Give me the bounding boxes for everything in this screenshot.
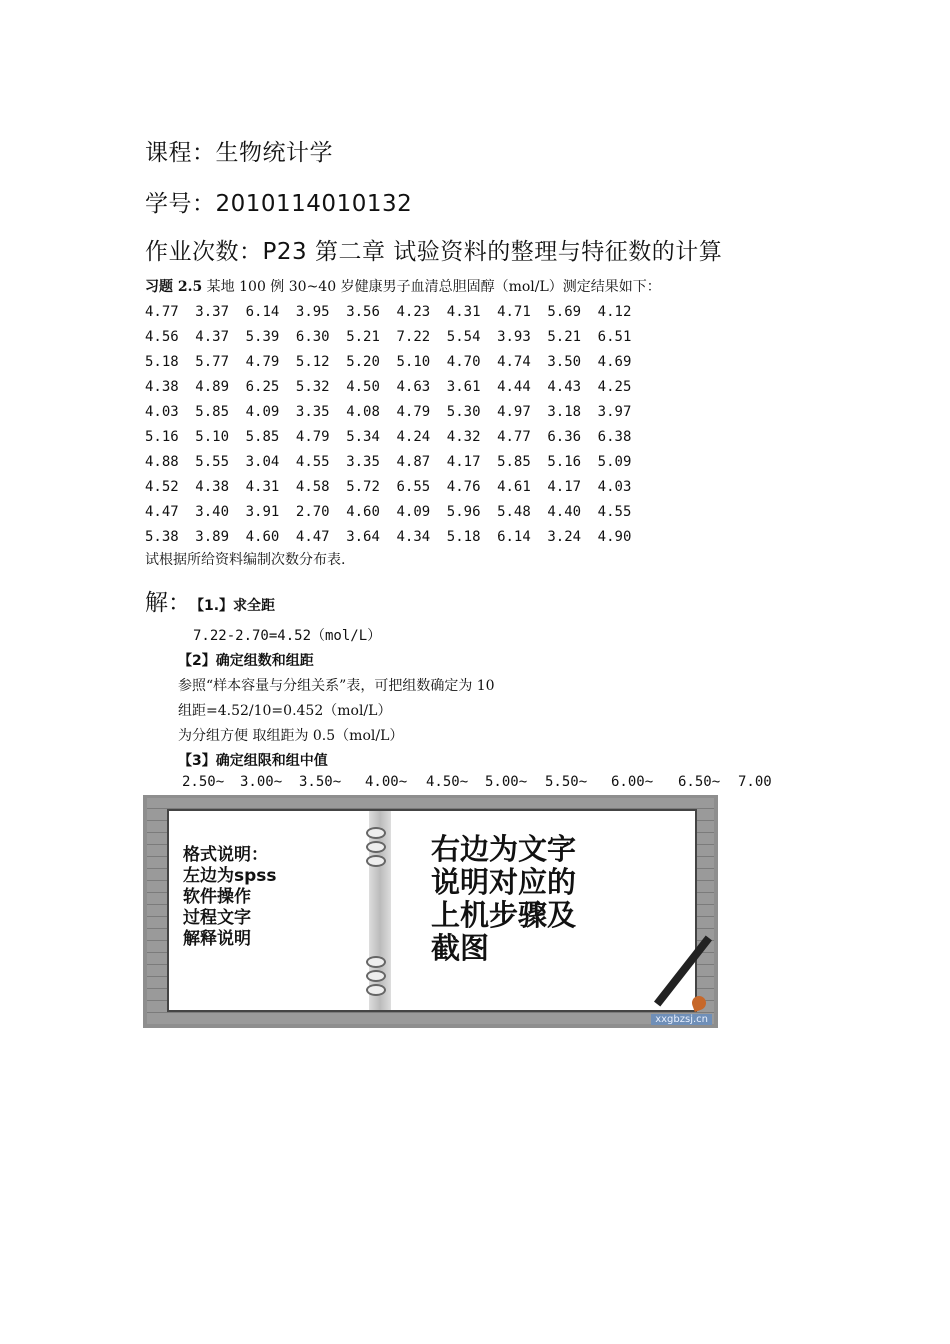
- data-cell: 4.12: [597, 304, 632, 320]
- data-row: [145, 525, 648, 550]
- data-cell: 5.20: [346, 354, 380, 370]
- data-cell: 4.89: [195, 379, 230, 395]
- data-cell: 5.72: [346, 479, 380, 495]
- data-cell: 6.14: [245, 304, 280, 320]
- notebook-paper: [167, 809, 697, 1012]
- data-cell: 4.23: [396, 304, 431, 320]
- data-cell: 4.09: [245, 404, 280, 420]
- data-cell: 3.97: [597, 404, 632, 420]
- data-cell: 4.34: [396, 529, 431, 545]
- data-cell: 4.31: [446, 304, 481, 320]
- data-cell: 4.52: [145, 479, 179, 495]
- data-cell: 5.16: [145, 429, 179, 445]
- data-cell: 6.25: [245, 379, 280, 395]
- data-cell: 5.77: [195, 354, 230, 370]
- assignment-heading: 作业次数：P23 第二章 试验资料的整理与特征数的计算: [145, 239, 723, 265]
- data-cell: 4.03: [145, 404, 179, 420]
- ring-icon: [366, 984, 386, 996]
- instruction-figure: [143, 795, 718, 1028]
- data-cell: 4.55: [295, 454, 330, 470]
- group-limit: 6.50~: [678, 774, 721, 790]
- data-cell: 7.22: [396, 329, 431, 345]
- data-cell: 5.39: [245, 329, 280, 345]
- data-cell: 4.69: [597, 354, 632, 370]
- data-cell: 5.55: [195, 454, 230, 470]
- data-row: [145, 500, 648, 525]
- step2-line2: 组距=4.52/10=0.452（mol/L）: [178, 703, 392, 719]
- data-cell: 3.50: [547, 354, 582, 370]
- data-table: [145, 300, 648, 550]
- ring-icon: [366, 970, 386, 982]
- data-cell: 5.32: [295, 379, 330, 395]
- data-cell: 3.56: [346, 304, 380, 320]
- data-cell: 4.79: [245, 354, 280, 370]
- data-cell: 5.38: [145, 529, 179, 545]
- data-cell: 5.10: [396, 354, 431, 370]
- data-cell: 4.47: [295, 529, 330, 545]
- data-row: [145, 350, 648, 375]
- figure-right-text: 右边为文字 说明对应的 上机步骤及 截图: [431, 832, 577, 965]
- group-limit: 4.50~: [426, 774, 469, 790]
- data-row: [145, 325, 648, 350]
- data-row: [145, 400, 648, 425]
- ring-icon: [366, 855, 386, 867]
- data-cell: 3.64: [346, 529, 380, 545]
- data-cell: 3.40: [195, 504, 230, 520]
- step2-title: 【2】确定组数和组距: [178, 653, 314, 669]
- data-cell: 4.71: [497, 304, 531, 320]
- data-cell: 6.51: [597, 329, 632, 345]
- data-cell: 4.87: [396, 454, 431, 470]
- data-cell: 5.96: [446, 504, 481, 520]
- data-cell: 5.16: [547, 454, 582, 470]
- data-cell: 4.77: [145, 304, 179, 320]
- data-cell: 5.10: [195, 429, 230, 445]
- data-cell: 4.63: [396, 379, 431, 395]
- data-row: [145, 450, 648, 475]
- data-cell: 6.55: [396, 479, 431, 495]
- data-cell: 5.30: [446, 404, 481, 420]
- data-cell: 4.56: [145, 329, 179, 345]
- group-limit: 7.00: [738, 774, 772, 790]
- data-cell: 3.35: [346, 454, 380, 470]
- group-limit: 3.00~: [240, 774, 283, 790]
- data-cell: 4.90: [597, 529, 632, 545]
- data-cell: 4.60: [346, 504, 380, 520]
- data-cell: 3.91: [245, 504, 280, 520]
- data-cell: 4.25: [597, 379, 632, 395]
- data-cell: 4.31: [245, 479, 280, 495]
- data-cell: 4.44: [497, 379, 531, 395]
- step2-line1: 参照“样本容量与分组关系”表，可把组数确定为 10: [178, 678, 495, 694]
- data-cell: 2.70: [295, 504, 330, 520]
- step3-title: 【3】确定组限和组中值: [178, 753, 328, 769]
- data-cell: 4.43: [547, 379, 582, 395]
- data-cell: 5.21: [346, 329, 380, 345]
- data-cell: 3.24: [547, 529, 582, 545]
- data-cell: 3.35: [295, 404, 330, 420]
- data-cell: 5.54: [446, 329, 481, 345]
- data-row: [145, 300, 648, 325]
- ring-icon: [366, 841, 386, 853]
- step2-line3: 为分组方便 取组距为 0.5（mol/L）: [178, 728, 404, 744]
- data-row: [145, 375, 648, 400]
- data-cell: 4.17: [446, 454, 481, 470]
- data-cell: 4.79: [295, 429, 330, 445]
- problem-label: 习题 2.5: [145, 279, 203, 295]
- data-cell: 4.09: [396, 504, 431, 520]
- data-cell: 3.18: [547, 404, 582, 420]
- problem-text: 某地 100 例 30~40 岁健康男子血清总胆固醇（mol/L）测定结果如下：: [202, 279, 661, 295]
- problem-statement: [145, 276, 661, 296]
- data-cell: 6.36: [547, 429, 582, 445]
- notebook-spine: [369, 811, 391, 1010]
- data-cell: 4.97: [497, 404, 531, 420]
- group-limit: 3.50~: [299, 774, 342, 790]
- group-limit: 4.00~: [365, 774, 408, 790]
- data-cell: 4.38: [145, 379, 179, 395]
- data-cell: 4.40: [547, 504, 582, 520]
- figure-left-text: 格式说明： 左边为spss 软件操作 过程文字 解释说明: [183, 845, 277, 949]
- data-cell: 4.17: [547, 479, 582, 495]
- step1-title: 【1.】求全距: [197, 598, 276, 614]
- data-cell: 3.93: [497, 329, 531, 345]
- data-cell: 6.14: [497, 529, 531, 545]
- data-cell: 4.70: [446, 354, 481, 370]
- student-id-heading: 学号：2010114010132: [145, 191, 413, 217]
- ring-icon: [366, 827, 386, 839]
- data-cell: 5.48: [497, 504, 531, 520]
- data-row: [145, 475, 648, 500]
- data-cell: 4.38: [195, 479, 230, 495]
- data-cell: 4.61: [497, 479, 531, 495]
- watermark: xxgbzsj.cn: [651, 1014, 712, 1025]
- data-cell: 4.47: [145, 504, 179, 520]
- data-cell: 3.37: [195, 304, 230, 320]
- group-limit: 5.00~: [485, 774, 528, 790]
- data-row: [145, 425, 648, 450]
- data-cell: 3.04: [245, 454, 280, 470]
- data-cell: 5.18: [145, 354, 179, 370]
- data-cell: 4.76: [446, 479, 481, 495]
- ring-icon: [366, 956, 386, 968]
- data-cell: 3.61: [446, 379, 481, 395]
- data-cell: 3.95: [295, 304, 330, 320]
- data-cell: 4.37: [195, 329, 230, 345]
- data-cell: 5.85: [245, 429, 280, 445]
- data-cell: 4.24: [396, 429, 431, 445]
- group-limit: 5.50~: [545, 774, 588, 790]
- data-cell: 4.50: [346, 379, 380, 395]
- data-cell: 4.60: [245, 529, 280, 545]
- data-cell: 4.74: [497, 354, 531, 370]
- solution-label: 解：: [145, 590, 191, 616]
- data-cell: 5.09: [597, 454, 632, 470]
- group-limit: 2.50~: [182, 774, 225, 790]
- group-limit: 6.00~: [611, 774, 654, 790]
- data-cell: 4.08: [346, 404, 380, 420]
- data-cell: 4.03: [597, 479, 632, 495]
- data-cell: 6.38: [597, 429, 632, 445]
- problem-conclusion: 试根据所给资料编制次数分布表.: [145, 552, 346, 568]
- data-cell: 5.18: [446, 529, 481, 545]
- data-cell: 4.88: [145, 454, 179, 470]
- data-cell: 4.58: [295, 479, 330, 495]
- step1-calc: 7.22-2.70=4.52（mol/L）: [193, 628, 382, 644]
- data-cell: 4.79: [396, 404, 431, 420]
- data-cell: 5.85: [195, 404, 230, 420]
- data-cell: 5.85: [497, 454, 531, 470]
- data-cell: 3.89: [195, 529, 230, 545]
- course-heading: 课程：生物统计学: [145, 140, 333, 166]
- data-cell: 5.21: [547, 329, 582, 345]
- data-cell: 4.55: [597, 504, 632, 520]
- data-cell: 5.34: [346, 429, 380, 445]
- solution-heading: [145, 584, 275, 617]
- data-cell: 5.69: [547, 304, 582, 320]
- group-limits: [182, 774, 798, 790]
- data-cell: 4.77: [497, 429, 531, 445]
- data-cell: 6.30: [295, 329, 330, 345]
- data-cell: 4.32: [446, 429, 481, 445]
- data-cell: 5.12: [295, 354, 330, 370]
